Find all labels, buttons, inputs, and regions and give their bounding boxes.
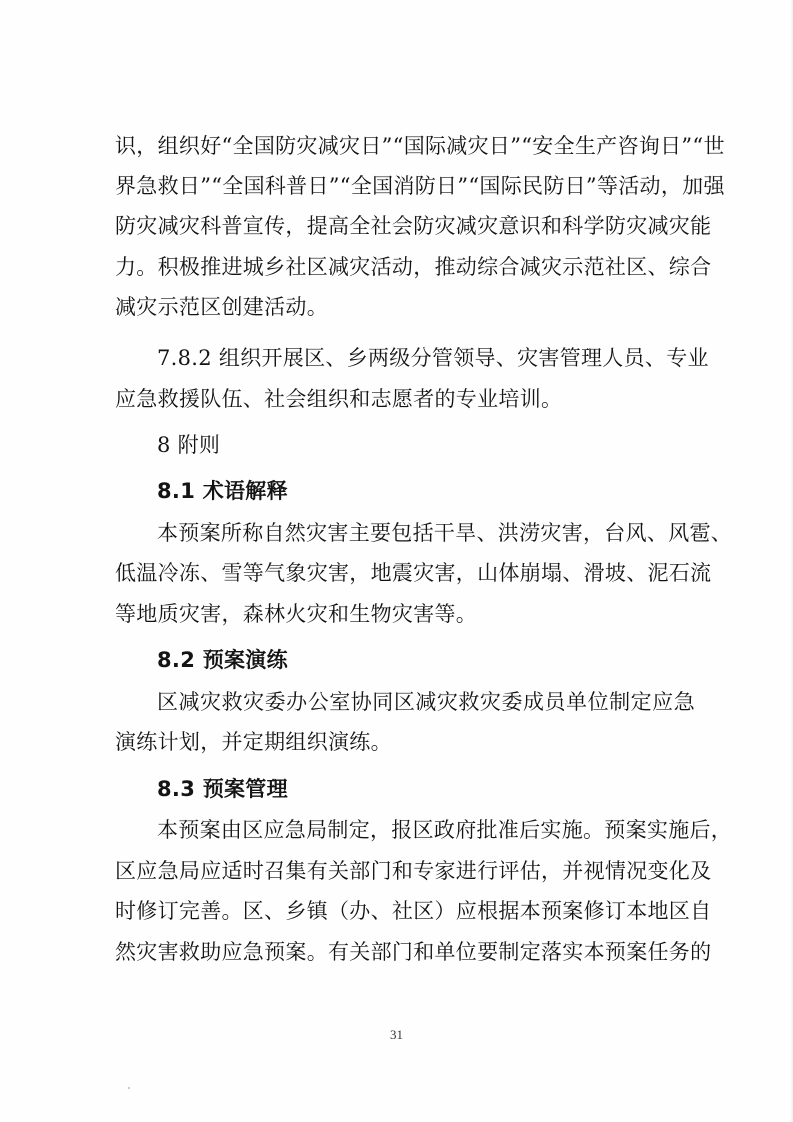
text-line: 区减灾救灾委办公室协同区减灾救灾委成员单位制定应急	[157, 690, 695, 714]
text-line: 应急救援队伍、社会组织和志愿者的专业培训。	[115, 387, 563, 411]
text-line: 然灾害救助应急预案。有关部门和单位要制定落实本预案任务的	[115, 940, 712, 964]
section-7-8-2-line: 7.8.2 组织开展区、乡两级分管领导、灾害管理人员、专业	[157, 346, 709, 370]
text-line: 防灾减灾科普宣传，提高全社会防灾减灾意识和科学防灾减灾能	[115, 214, 712, 238]
text-line: 界急救日”“全国科普日”“全国消防日”“国际民防日”等活动，加强	[115, 174, 725, 198]
text-line: 力。积极推进城乡社区减灾活动，推动综合减灾示范社区、综合	[115, 255, 712, 279]
text-line: 低温冷冻、雪等气象灾害，地震灾害，山体崩塌、滑坡、泥石流	[115, 561, 712, 585]
section-8-2-heading: 8.2 预案演练	[157, 648, 288, 672]
section-8-1-heading: 8.1 术语解释	[157, 479, 288, 503]
text-line: 演练计划，并定期组织演练。	[115, 730, 392, 754]
text-line: 识，组织好“全国防灾减灾日”“国际减灾日”“安全生产咨询日”“世	[115, 134, 725, 158]
text-line: 减灾示范区创建活动。	[115, 295, 328, 319]
page-number: 31	[390, 1027, 403, 1042]
text-line: 本预案由区应急局制定，报区政府批准后实施。预案实施后，	[157, 818, 733, 842]
section-8-heading: 8 附则	[157, 433, 221, 457]
text-line: 区应急局应适时召集有关部门和专家进行评估，并视情况变化及	[115, 859, 712, 883]
text-line: 等地质灾害，森林火灾和生物灾害等。	[115, 602, 478, 626]
text-line: 本预案所称自然灾害主要包括干旱、洪涝灾害，台风、风雹、	[157, 521, 733, 545]
scan-speck	[128, 1087, 130, 1089]
text-line: 时修订完善。区、乡镇（办、社区）应根据本预案修订本地区自	[115, 899, 712, 923]
section-8-3-heading: 8.3 预案管理	[157, 777, 288, 801]
